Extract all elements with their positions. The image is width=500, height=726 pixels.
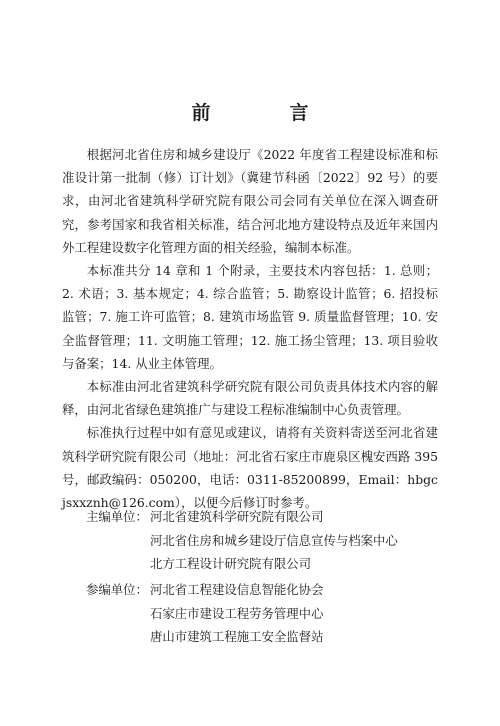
paragraph-interpretation: 本标准由河北省建筑科学研究院有限公司负责具体技术内容的解释，由河北省绿色建筑推广与建设工程标准编制中心负责管理。 bbox=[62, 379, 438, 418]
participating-unit-item: 石家庄市建设工程劳务管理中心 bbox=[150, 605, 324, 621]
participating-unit-item: 唐山市建筑工程施工安全监督站 bbox=[150, 629, 324, 645]
chief-units-label: 主编单位： bbox=[86, 509, 148, 524]
page-title: 前 言 bbox=[191, 102, 339, 124]
participating-units-block bbox=[62, 578, 438, 649]
chief-units-block bbox=[62, 505, 438, 576]
chief-units-row bbox=[62, 505, 438, 576]
participating-units-list bbox=[150, 578, 438, 649]
participating-units-label: 参编单位： bbox=[86, 582, 148, 597]
chief-units-list bbox=[150, 505, 438, 576]
preface-body bbox=[62, 143, 438, 514]
paragraph-basis: 根据河北省住房和城乡建设厅《2022 年度省工程建设标准和标准设计第一批制（修）订计划》（冀建节科函〔2022〕92 号）的要求，由河北省建筑科学研究院有限公司会同有关单位在深入调查研究，参考国家和我省相关标准，结合河北地方建设特点及近年来国内外工程建设数字化管理方面的相关经验，编制本标准。 bbox=[62, 147, 438, 255]
chief-unit-item: 河北省住房和城乡建设厅信息宣传与档案中心 bbox=[150, 532, 398, 548]
chief-unit-item: 北方工程设计研究院有限公司 bbox=[150, 556, 312, 572]
participating-units-row bbox=[62, 578, 438, 649]
chief-unit-item: 河北省建筑科学研究院有限公司 bbox=[150, 509, 324, 524]
paragraph-contents: 本标准共分 14 章和 1 个附录，主要技术内容包括：1. 总则；2. 术语；3. 基本规定；4. 综合监管；5. 勘察设计监管；6. 招投标监管；7. 施工许可监管；8. 建筑市场监管 9. 质量监督管理；10. 安全监督管理；11. 文明施工管理；12. 施工扬尘管理；13. 项目验收与备案；14. 从业主体管理。 bbox=[62, 263, 438, 371]
participating-unit-item: 河北省工程建设信息智能化协会 bbox=[150, 582, 324, 597]
paragraph-feedback: 标准执行过程中如有意见或建议，请将有关资料寄送至河北省建筑科学研究院有限公司（地址：河北省石家庄市鹿泉区槐安西路 395 号，邮政编码：050200，电话：0311-85200899，Email：hbgcjsxxznh@126.com），以便今后修订时参考。 bbox=[62, 425, 438, 511]
